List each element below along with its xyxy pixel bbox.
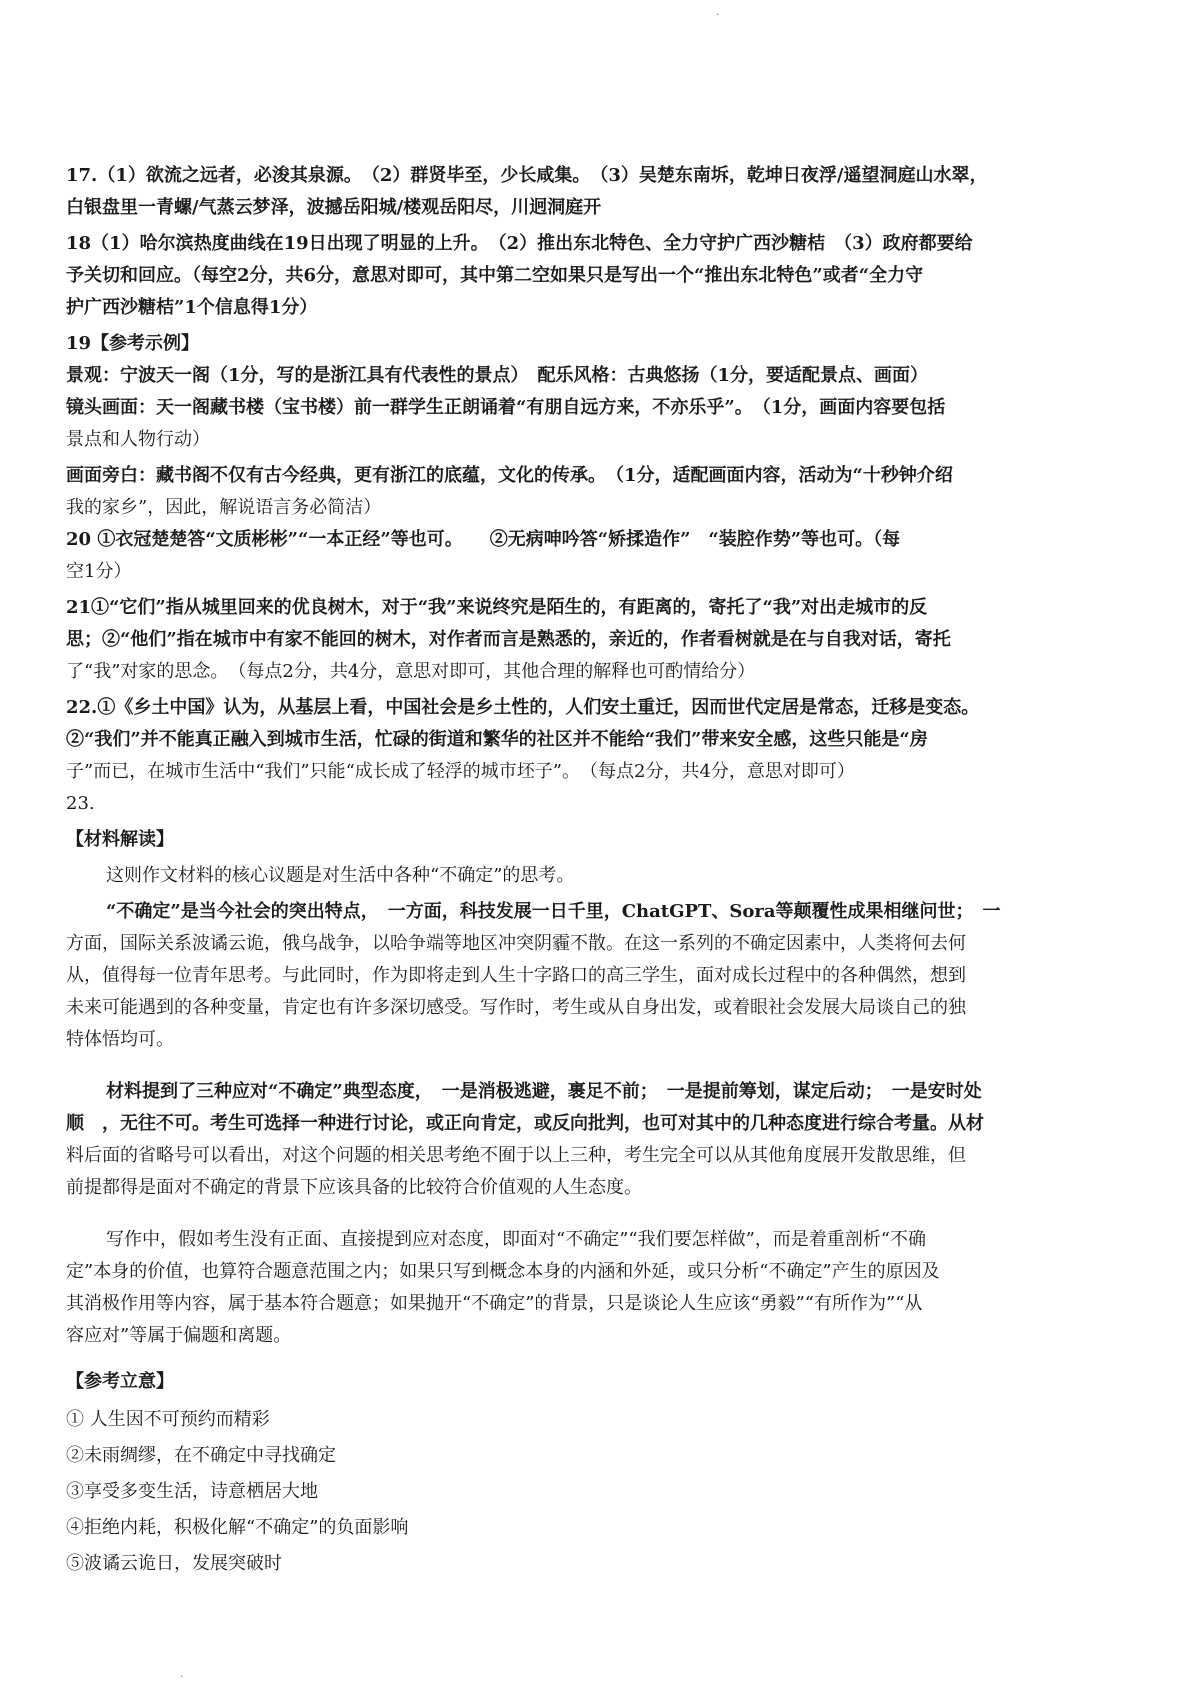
paragraph-line: 料后面的省略号可以看出，对这个问题的相关思考绝不囿于以上三种，考生完全可以从其他角度展开发散思维，但 — [66, 1145, 966, 1166]
answer-19-heading: 19【参考示例】 — [66, 333, 200, 354]
answer-22-line: 22.①《乡土中国》认为，从基层上看，中国社会是乡土性的，人们安土重迁，因而世代定居是常态，迁移是变态。 — [66, 697, 980, 718]
answer-18 — [66, 228, 1146, 324]
answer-17-line: 白银盘里一青螺/气蒸云梦泽，波撼岳阳城/楼观岳阳尽，川迥洞庭开 — [66, 197, 602, 218]
answer-22-line: 子”而已，在城市生活中“我们”只能“成长成了轻浮的城市坯子”。 （每点2分，共4分，意思对即可） — [66, 761, 855, 782]
list-item: ③享受多变生活，诗意栖居大地 — [66, 1481, 318, 1502]
answer-18-line: 予关切和回应。（每空2分，共6分，意思对即可，其中第二空如果只是写出一个“推出东北特色”或者“全力守 — [66, 265, 924, 286]
answer-19-line: 画面旁白：藏书阁不仅有古今经典，更有浙江的底蕴，文化的传承。 （1分，适配画面内容，活动为“十秒钟介绍 — [66, 465, 953, 486]
paragraph-line: 顺 ，无往不可。考生可选择一种进行讨论，或正向肯定，或反向批判，也可对其中的几种态度进行综合考量。从材 — [66, 1113, 984, 1134]
answer-19 — [66, 328, 1146, 524]
answer-20-line: 空1分） — [66, 561, 132, 582]
section-heading-ideas: 【参考立意】 — [66, 1371, 174, 1392]
scan-mark-top: · — [716, 10, 720, 21]
paragraph-line: 特体悟均可。 — [66, 1029, 174, 1050]
answer-23-number: 23. — [66, 793, 95, 814]
paragraph-line: 材料提到了三种应对“不确定”典型态度， 一是消极逃避，裹足不前； 一是提前筹划，谋定后动； 一是安时处 — [106, 1081, 982, 1102]
paragraph-line: 容应对”等属于偏题和离题。 — [66, 1325, 292, 1346]
scan-mark-bottom: · — [180, 1672, 184, 1683]
paragraph-line: 从，值得每一位青年思考。与此同时，作为即将走到人生十字路口的高三学生，面对成长过程中的各种偶然，想到 — [66, 965, 966, 986]
list-item: ②未雨绸缪，在不确定中寻找确定 — [66, 1445, 336, 1466]
answer-20-line: 20 ①衣冠楚楚答“文质彬彬”“一本正经”等也可。 ②无病呻吟答“矫揉造作” “装腔作势”等也可。（每 — [66, 529, 901, 550]
answer-18-line: 护广西沙糖桔”1个信息得1分） — [66, 297, 318, 318]
material-paragraph-1: 这则作文材料的核心议题是对生活中各种“不确定”的思考。 — [106, 865, 575, 886]
section-heading-material: 【材料解读】 — [66, 829, 174, 850]
answer-22-line: ②“我们”并不能真正融入到城市生活，忙碌的街道和繁华的社区并不能给“我们”带来安全感，这些只能是“房 — [66, 729, 928, 750]
answer-17 — [66, 160, 1146, 224]
answer-23 — [66, 788, 1146, 1582]
answer-21-line: 21①“它们”指从城里回来的优良树木，对于“我”来说终究是陌生的，有距离的，寄托了“我”对出走城市的反 — [66, 597, 928, 618]
answer-18-line: 18（1）哈尔滨热度曲线在19日出现了明显的上升。 （2）推出东北特色、全力守护广西沙糖桔 （3）政府都要给 — [66, 233, 973, 254]
paragraph-line: 前提都得是面对不确定的背景下应该具备的比较符合价值观的人生态度。 — [66, 1177, 642, 1198]
list-item: ④拒绝内耗，积极化解“不确定”的负面影响 — [66, 1517, 409, 1538]
answer-20 — [66, 524, 1146, 588]
list-item: ① 人生因不可预约而精彩 — [66, 1409, 270, 1430]
material-paragraph-4 — [66, 1224, 1146, 1352]
answer-21-line: 思；②“他们”指在城市中有家不能回的树木，对作者而言是熟悉的，亲近的，作者看树就是在与自我对话，寄托 — [66, 629, 951, 650]
list-item: ⑤波谲云诡日，发展突破时 — [66, 1553, 282, 1574]
answer-22 — [66, 692, 1146, 788]
answer-19-line: 景观：宁波天一阁（1分，写的是浙江具有代表性的景点） 配乐风格：古典悠扬（1分，要适配景点、画面） — [66, 365, 929, 386]
material-paragraph-2 — [66, 896, 1146, 1056]
ideas-list — [66, 1402, 1146, 1582]
material-paragraph-3 — [66, 1076, 1146, 1204]
paragraph-line: “不确定”是当今社会的突出特点， 一方面，科技发展一日千里，ChatGPT、Sora等颠覆性成果相继问世； 一 — [106, 901, 1001, 922]
paragraph-line: 未来可能遇到的各种变量，肯定也有许多深切感受。写作时，考生或从自身出发，或着眼社会发展大局谈自己的独 — [66, 997, 966, 1018]
answer-17-line: 17.（1）欲流之远者，必浚其泉源。 （2）群贤毕至，少长咸集。 （3）吴楚东南坼，乾坤日夜浮/遥望洞庭山水翠， — [66, 165, 988, 186]
answer-19-line: 我的家乡”，因此，解说语言务必简洁） — [66, 497, 382, 518]
answer-21 — [66, 592, 1146, 688]
answer-21-line: 了“我”对家的思念。 （每点2分，共4分，意思对即可，其他合理的解释也可酌情给分） — [66, 661, 756, 682]
answer-19-line: 景点和人物行动） — [66, 429, 210, 450]
paragraph-line: 写作中，假如考生没有正面、直接提到应对态度，即面对“不确定”“我们要怎样做”，而是着重剖析“不确 — [106, 1229, 927, 1250]
paragraph-line: 其消极作用等内容，属于基本符合题意；如果抛开“不确定”的背景，只是谈论人生应该“勇毅”“有所作为”“从 — [66, 1293, 923, 1314]
answer-content — [66, 160, 1146, 1582]
paragraph-line: 定”本身的价值，也算符合题意范围之内；如果只写到概念本身的内涵和外延，或只分析“不确定”产生的原因及 — [66, 1261, 940, 1282]
answer-19-line: 镜头画面：天一阁藏书楼（宝书楼）前一群学生正朗诵着“有朋自远方来，不亦乐乎”。 （1分，画面内容要包括 — [66, 397, 946, 418]
paragraph-line: 方面，国际关系波谲云诡，俄乌战争，以哈争端等地区冲突阴霾不散。在这一系列的不确定因素中，人类将何去何 — [66, 933, 966, 954]
